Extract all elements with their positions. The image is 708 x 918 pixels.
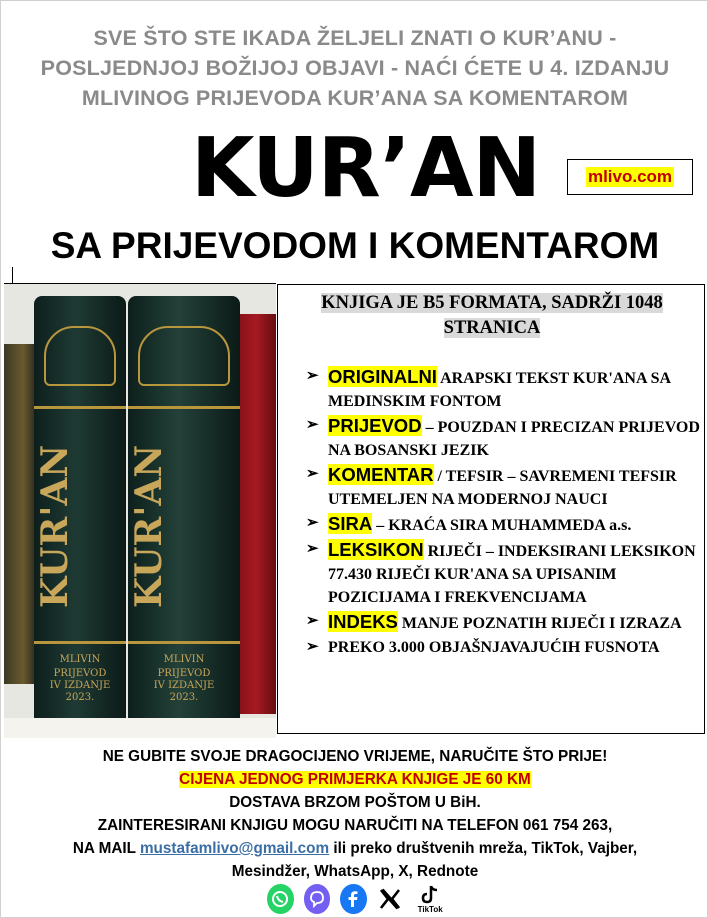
item-text: – KRAĆA SIRA MUHAMMEDA a.s. — [372, 517, 632, 534]
info-heading — [288, 291, 696, 341]
facebook-icon[interactable] — [340, 884, 367, 914]
book-spine-1 — [34, 296, 126, 724]
email-link[interactable]: mustafamlivo@gmail.com — [139, 840, 330, 857]
info-heading-line-1: KNJIGA JE B5 FORMATA, SADRŽI 1048 — [321, 293, 663, 313]
list-item — [304, 365, 702, 413]
subtitle: SA PRIJEVODOM I KOMENTAROM — [50, 225, 660, 266]
list-item — [304, 610, 702, 635]
book-spine-2 — [128, 296, 240, 724]
spine-line-2: IV IZDANJE — [153, 680, 215, 691]
price-line: CIJENA JEDNOG PRIMJERKA KNJIGE JE 60 KM — [179, 771, 531, 788]
arrow-bullet-icon: ➢ — [306, 515, 319, 531]
website-link[interactable]: mlivo.com — [587, 167, 673, 186]
arabic-calligraphy-emblem — [44, 326, 116, 386]
footer-line-3: DOSTAVA BRZOM POŠTOM U BiH. — [229, 794, 481, 811]
spine-year: 2023. — [65, 692, 95, 703]
shelf — [4, 718, 276, 738]
arrow-bullet-icon: ➢ — [306, 541, 319, 557]
spine-year: 2023. — [169, 692, 199, 703]
intro-line-2: POSLJEDNJOJ BOŽIJOJ OBJAVI - NAĆI ĆETE U 4. IZDANJU — [40, 56, 670, 80]
info-heading-line-2: STRANICA — [443, 318, 541, 338]
spine-line-1: PRIJEVOD — [157, 668, 211, 679]
spine-line-1: PRIJEVOD — [53, 668, 107, 679]
item-text: MANJE POZNATIH RIJEČI I IZRAZA — [397, 615, 682, 632]
arrow-bullet-icon: ➢ — [306, 417, 319, 433]
spine-line-2: IV IZDANJE — [49, 680, 111, 691]
spine-title: KUR'AN — [34, 444, 76, 608]
item-highlight: KOMENTAR — [328, 464, 434, 485]
list-item — [304, 414, 702, 462]
list-item — [304, 463, 702, 511]
item-highlight: LEKSIKON — [328, 539, 424, 560]
arrow-bullet-icon: ➢ — [306, 368, 319, 384]
item-highlight: SIRA — [328, 513, 373, 534]
footer-line-4: ZAINTERESIRANI KNJIGU MOGU NARUČITI NA TELEFON 061 754 263, — [97, 817, 613, 834]
item-text: ARAPSKI TEKST KUR'ANA SA MEDINSKIM FONTOM — [328, 370, 671, 410]
whatsapp-icon[interactable] — [267, 884, 294, 914]
book-spine-left — [4, 344, 36, 684]
social-icons — [267, 883, 447, 915]
intro-line-1: SVE ŠTO STE IKADA ŽELJELI ZNATI O KUR’ANU - — [93, 26, 617, 50]
item-highlight: PRIJEVOD — [328, 415, 422, 436]
footer-line-5: NA MAIL mustafamlivo@gmail.com ili preko društvenih mreža, TikTok, Vajber, — [72, 840, 638, 857]
item-text: – POUZDAN I PRECIZAN PRIJEVOD NA BOSANSKI JEZIK — [328, 419, 700, 459]
item-text: PREKO 3.000 OBJAŠNJAVAJUĆIH FUSNOTA — [328, 639, 660, 656]
item-text: RIJEČI – INDEKSIRANI LEKSIKON 77.430 RIJEČI KUR'ANA SA UPISANIM POZICIJAMA I FREKVENCIJAMA — [328, 543, 696, 606]
item-highlight: INDEKS — [328, 611, 398, 632]
viber-icon[interactable] — [304, 884, 331, 914]
website-box[interactable] — [567, 159, 693, 195]
list-item — [304, 636, 702, 659]
arrow-bullet-icon: ➢ — [306, 639, 319, 655]
arrow-bullet-icon: ➢ — [306, 613, 319, 629]
tiktok-icon[interactable] — [413, 884, 447, 914]
tiktok-label: TikTok — [417, 904, 443, 914]
spine-author: MLIVIN — [59, 654, 101, 665]
info-box — [277, 284, 705, 734]
feature-list — [304, 365, 702, 660]
book-photo — [4, 283, 276, 738]
main-title: KUR’AN — [191, 121, 541, 216]
intro-line-3: MLIVINOG PRIJEVODA KUR’ANA SA KOMENTAROM — [81, 86, 629, 110]
intro-text — [21, 23, 689, 113]
x-icon[interactable] — [377, 884, 404, 914]
list-item — [304, 538, 702, 609]
footer-text — [11, 745, 699, 883]
arrow-bullet-icon: ➢ — [306, 466, 319, 482]
footer-line-1: NE GUBITE SVOJE DRAGOCIJENO VRIJEME, NARUČITE ŠTO PRIJE! — [102, 748, 608, 765]
text-cursor — [12, 267, 13, 283]
arabic-calligraphy-emblem — [138, 326, 230, 386]
footer-line-6: Mesindžer, WhatsApp, X, Rednote — [231, 863, 479, 880]
item-text: / TEFSIR – SAVREMENI TEFSIR UTEMELJEN NA MODERNOJ NAUCI — [328, 468, 677, 508]
item-highlight: ORIGINALNI — [328, 366, 437, 387]
spine-author: MLIVIN — [163, 654, 205, 665]
spine-title: KUR'AN — [128, 444, 170, 608]
list-item — [304, 512, 702, 537]
